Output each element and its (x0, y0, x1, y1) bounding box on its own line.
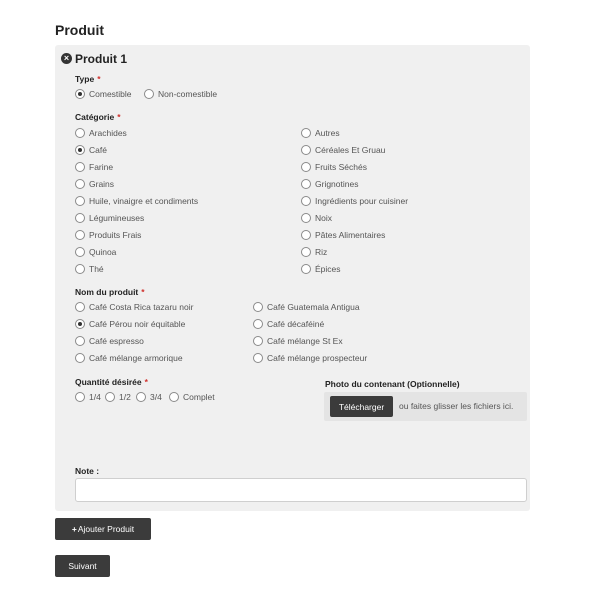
radio-label: 1/2 (119, 392, 131, 402)
radio-label: Café (89, 145, 107, 155)
radio-label: Légumineuses (89, 213, 145, 223)
category-option[interactable] (75, 213, 144, 223)
radio-button[interactable] (301, 128, 311, 138)
radio-label: Grignotines (315, 179, 359, 189)
radio-label: Arachides (89, 128, 127, 138)
radio-button[interactable] (75, 353, 85, 363)
radio-label: Riz (315, 247, 328, 257)
product-name-option[interactable] (75, 353, 183, 363)
radio-label: Autres (315, 128, 340, 138)
product-panel (55, 45, 530, 511)
radio-label: Comestible (89, 89, 132, 99)
radio-button[interactable] (75, 230, 85, 240)
photo-label: Photo du contenant (Optionnelle) (325, 379, 460, 389)
category-option[interactable] (75, 145, 107, 155)
radio-label: Huile, vinaigre et condiments (89, 196, 199, 206)
radio-label: Céréales Et Gruau (315, 145, 386, 155)
radio-label: Produits Frais (89, 230, 142, 240)
radio-label: Thé (89, 264, 104, 274)
category-option[interactable] (75, 128, 127, 138)
category-option[interactable] (301, 162, 367, 172)
radio-button[interactable] (301, 145, 311, 155)
radio-label: Noix (315, 213, 333, 223)
radio-label: Non-comestible (158, 89, 218, 99)
radio-button[interactable] (301, 230, 311, 240)
type-option[interactable] (144, 89, 217, 99)
product-name-label: Nom du produit * (75, 287, 145, 297)
add-product-label: Ajouter Produit (77, 524, 135, 534)
product-name-option[interactable] (75, 336, 144, 346)
radio-button[interactable] (136, 392, 146, 402)
radio-button[interactable] (75, 319, 85, 329)
radio-label: Café Costa Rica tazaru noir (89, 302, 194, 312)
upload-button[interactable]: Télécharger (330, 396, 393, 417)
radio-label: Café mélange prospecteur (267, 353, 368, 363)
radio-label: Café mélange St Ex (267, 336, 343, 346)
radio-button[interactable] (169, 392, 179, 402)
radio-button[interactable] (75, 128, 85, 138)
radio-button[interactable] (253, 353, 263, 363)
category-option[interactable] (301, 264, 341, 274)
radio-button[interactable] (75, 89, 85, 99)
product-title: Produit 1 (75, 52, 128, 66)
quantity-option[interactable] (105, 392, 131, 402)
category-option[interactable] (301, 145, 385, 155)
radio-button[interactable] (301, 179, 311, 189)
radio-button[interactable] (253, 319, 263, 329)
radio-button[interactable] (75, 162, 85, 172)
radio-button[interactable] (301, 213, 311, 223)
category-option[interactable] (301, 230, 385, 240)
radio-button[interactable] (75, 264, 85, 274)
radio-label: 1/4 (89, 392, 101, 402)
category-option[interactable] (75, 247, 116, 257)
radio-label: Complet (183, 392, 215, 402)
category-label: Catégorie * (75, 112, 121, 122)
product-name-option[interactable] (75, 319, 185, 329)
category-option[interactable] (75, 162, 113, 172)
note-input[interactable] (75, 478, 527, 502)
radio-button[interactable] (75, 179, 85, 189)
radio-button[interactable] (301, 162, 311, 172)
radio-button[interactable] (253, 302, 263, 312)
category-option[interactable] (301, 247, 327, 257)
radio-label: Café décaféiné (267, 319, 325, 329)
radio-button[interactable] (75, 213, 85, 223)
radio-button[interactable] (301, 264, 311, 274)
radio-button[interactable] (105, 392, 115, 402)
quantity-label: Quantité désirée * (75, 377, 148, 387)
radio-button[interactable] (253, 336, 263, 346)
quantity-option[interactable] (169, 392, 215, 402)
radio-label: Café mélange armorique (89, 353, 183, 363)
note-label: Note : (75, 466, 100, 476)
radio-button[interactable] (144, 89, 154, 99)
radio-label: Quinoa (89, 247, 117, 257)
quantity-option[interactable] (136, 392, 162, 402)
add-product-button[interactable] (55, 518, 151, 540)
radio-button[interactable] (75, 145, 85, 155)
radio-button[interactable] (75, 196, 85, 206)
radio-button[interactable] (301, 247, 311, 257)
radio-label: Café Pérou noir équitable (89, 319, 186, 329)
radio-label: Ingrédients pour cuisiner (315, 196, 409, 206)
radio-label: Grains (89, 179, 115, 189)
category-option[interactable] (301, 196, 408, 206)
quantity-option[interactable] (75, 392, 101, 402)
radio-label: 3/4 (150, 392, 162, 402)
radio-label: Farine (89, 162, 114, 172)
product-name-option[interactable] (253, 319, 324, 329)
radio-button[interactable] (75, 336, 85, 346)
dropzone-hint: ou faites glisser les fichiers ici. (399, 401, 514, 411)
category-option[interactable] (301, 128, 340, 138)
category-option[interactable] (301, 179, 358, 189)
radio-label: Épices (315, 264, 341, 274)
product-name-option[interactable] (253, 302, 360, 312)
product-name-option[interactable] (253, 353, 367, 363)
type-label: Type * (75, 74, 101, 84)
radio-label: Café Guatemala Antigua (267, 302, 360, 312)
product-name-option[interactable] (75, 302, 193, 312)
radio-button[interactable] (75, 247, 85, 257)
category-option[interactable] (301, 213, 332, 223)
radio-button[interactable] (75, 392, 85, 402)
radio-label: Pâtes Alimentaires (315, 230, 386, 240)
category-option[interactable] (75, 230, 141, 240)
next-button[interactable]: Suivant (55, 555, 110, 577)
plus-icon: + (71, 524, 77, 534)
radio-label: Fruits Séchés (315, 162, 367, 172)
radio-button[interactable] (75, 302, 85, 312)
radio-label: Café espresso (89, 336, 144, 346)
category-option[interactable] (75, 264, 104, 274)
radio-button[interactable] (301, 196, 311, 206)
category-option[interactable] (75, 196, 198, 206)
category-option[interactable] (75, 179, 114, 189)
page-title: Produit (55, 22, 104, 38)
close-circle-icon[interactable]: × (61, 53, 72, 64)
type-option[interactable] (75, 89, 132, 99)
product-name-option[interactable] (253, 336, 343, 346)
